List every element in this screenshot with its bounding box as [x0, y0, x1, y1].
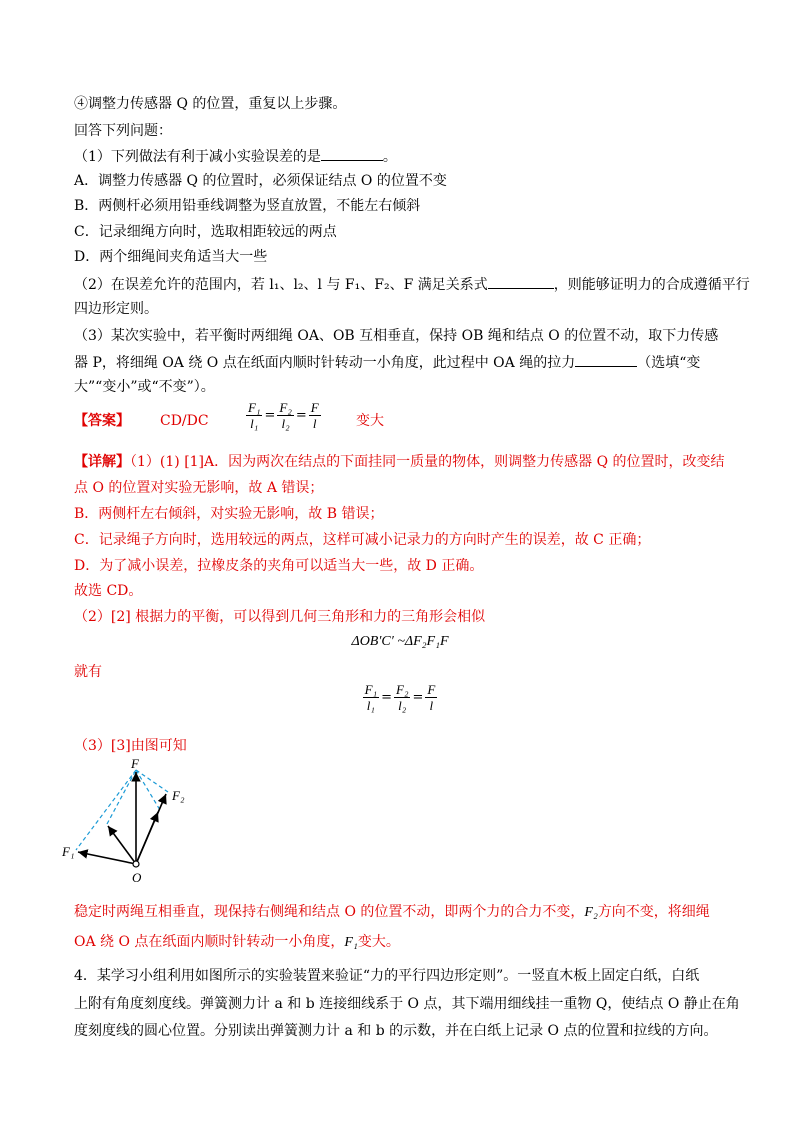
label-o: O: [132, 870, 142, 885]
question-2-end: ，则能够证明力的合成遵循平行: [553, 277, 750, 293]
dashed-line-b: [76, 770, 136, 850]
detail-line-1: 【详解】（1）(1) [1]A．因为两次在结点的下面挂同一质量的物体，则调整力传感器 Q 的位置时，改变结: [74, 454, 725, 470]
question-3-cont: [74, 352, 700, 373]
fraction-f-l-b: $\frac{F}{l}$: [427, 682, 436, 713]
detail-line-6: 故选 CD。: [74, 583, 143, 599]
fraction-f-l: $\frac{F}{l}$: [310, 400, 319, 431]
question-3-options: 大”“变小”或“不变”）。: [74, 379, 215, 395]
answer-blank-2: [488, 274, 554, 289]
fraction-f1-l1: $\frac{\text{F₁}}{\text{l₁}}$: [248, 400, 261, 431]
answer-blank-1: [321, 146, 383, 161]
answer-row: [74, 411, 130, 431]
answer-1: CD/DC: [160, 413, 209, 429]
conclusion-line-1: 稳定时两绳互相垂直，现保持右侧绳和结点 O 的位置不动，即两个力的合力不变，F₂方向不变，将细绳: [74, 904, 710, 920]
f2-symbol: F₂: [584, 905, 598, 920]
option-d: D．两个细绳间夹角适当大一些: [74, 249, 268, 265]
option-a: A．调整力传感器 Q 的位置时，必须保证结点 O 的位置不变: [74, 173, 447, 189]
dashed-line-d: [136, 770, 160, 810]
answer-label: 【答案】: [74, 413, 130, 429]
option-b: B．两侧杆必须用铅垂线调整为竖直放置，不能左右倾斜: [74, 198, 421, 214]
dashed-line-a: [107, 770, 136, 824]
problem-4-line-3: 度刻度线的圆心位置。分别读出弹簧测力计 a 和 b 的示数，并在白纸上记录 O 点的位置和拉线的方向。: [74, 1023, 718, 1039]
answer-3: 变大: [356, 413, 384, 429]
fraction-f2-l2: $\frac{\text{F₂}}{\text{l₂}}$: [279, 400, 292, 431]
label-f2: F₂: [172, 788, 185, 803]
question-2: [74, 274, 750, 295]
vector-f1: [78, 852, 136, 864]
problem-4-line-1: 4．某学习小组利用如图所示的实验装置来验证“力的平行四边形定则”。一竖直木板上固定白纸，白纸: [74, 968, 700, 984]
question-2-text: （2）在误差允许的范围内，若 l₁、l₂、l 与 F₁、F₂、F 满足关系式: [74, 277, 488, 293]
detail-line-9: （3）[3]由图可知: [74, 738, 187, 754]
detail-label: 【详解】: [74, 454, 130, 470]
answer-prompt: 回答下列问题：: [74, 123, 172, 139]
problem-4-line-2: 上附有角度刻度线。弹簧测力计 a 和 b 连接细线系于 O 点，其下端用细线挂一重物 Q，使结点 O 静止在角: [74, 996, 740, 1012]
question-1: [74, 146, 397, 167]
answer-2-formula: $\frac{\text{F₁}}{\text{l₁}}$ = $\frac{\text{F₂}}{\text{l₂}}$ = $\frac{F}{l}$: [248, 400, 319, 431]
answer-blank-3: [575, 352, 637, 367]
question-3-text: 器 P，将细绳 OA 绕 O 点在纸面内顺时针转动一小角度，此过程中 OA 绳的拉力: [74, 355, 576, 371]
vector-f2-short: [136, 812, 158, 864]
force-diagram: [60, 752, 220, 892]
label-f: F: [131, 756, 139, 771]
question-3: （3）某次实验中，若平衡时两细绳 OA、OB 互相垂直，保持 OB 绳和结点 O 的位置不动，取下力传感: [74, 328, 719, 344]
option-c: C．记录细绳方向时，选取相距较远的两点: [74, 224, 337, 240]
dashed-line-c: [136, 770, 168, 792]
f1-symbol: F₁: [344, 935, 358, 950]
question-1-end: 。: [382, 149, 397, 165]
detail-line-3: B．两侧杆左右倾斜，对实验无影响，故 B 错误；: [74, 506, 384, 522]
question-2-cont: 四边形定则。: [74, 301, 158, 317]
detail-line-2: 点 O 的位置对实验无影响，故 A 错误；: [74, 480, 324, 496]
conclusion-line-2: OA 绕 O 点在纸面内顺时针转动一小角度，F₁变大。: [74, 934, 400, 950]
similar-triangles: ΔOB′C′ ~ΔF₂F₁F: [351, 634, 449, 649]
label-f1: F₁: [62, 844, 75, 859]
step-4-text: ④调整力传感器 Q 的位置，重复以上步骤。: [74, 96, 347, 112]
point-o: [133, 861, 139, 867]
detail-line-7: （2）[2] 根据力的平衡，可以得到几何三角形和力的三角形会相似: [74, 609, 486, 625]
question-1-text: （1）下列做法有利于减小实验误差的是: [74, 149, 321, 165]
detail-line-8: 就有: [74, 664, 102, 680]
detail-line-4: C．记录绳子方向时，选用较远的两点，这样可减小记录力的方向时产生的误差，故 C 正确；: [74, 532, 651, 548]
ratio-formula: $\frac{\text{F₁}}{\text{l₁}}$ = $\frac{\text{F₂}}{\text{l₂}}$ = $\frac{F}{l}$: [364, 682, 436, 713]
question-3-end: （选填“变: [637, 355, 701, 371]
fraction-f2-l2-b: $\frac{\text{F₂}}{\text{l₂}}$: [396, 682, 409, 713]
fraction-f1-l1-b: $\frac{\text{F₁}}{\text{l₁}}$: [364, 682, 378, 713]
detail-line-5: D．为了减小误差，拉橡皮条的夹角可以适当大一些，故 D 正确。: [74, 558, 484, 574]
